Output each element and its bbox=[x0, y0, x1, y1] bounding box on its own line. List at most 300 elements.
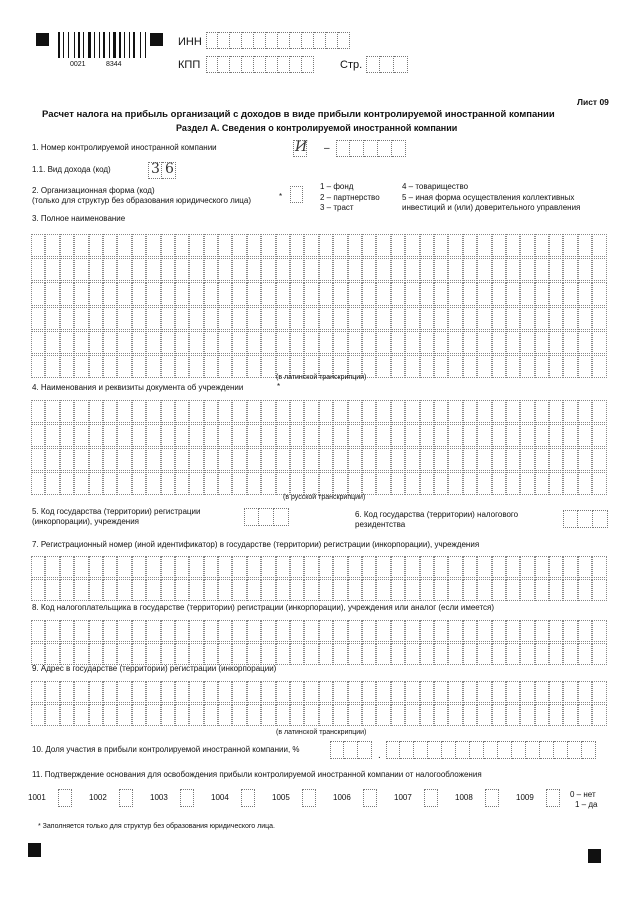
input-cell[interactable] bbox=[319, 234, 333, 257]
input-cell[interactable] bbox=[204, 258, 218, 281]
input-cell[interactable] bbox=[89, 579, 103, 601]
input-cell[interactable] bbox=[247, 258, 261, 281]
input-cell[interactable] bbox=[31, 331, 45, 354]
input-cell[interactable] bbox=[348, 282, 362, 305]
input-cell[interactable] bbox=[278, 32, 290, 49]
input-cell[interactable] bbox=[247, 282, 261, 305]
input-cell[interactable] bbox=[348, 234, 362, 257]
input-cell[interactable] bbox=[74, 331, 88, 354]
input-cell[interactable] bbox=[362, 643, 376, 665]
input-cell[interactable] bbox=[232, 681, 246, 703]
input-cell[interactable] bbox=[592, 448, 606, 471]
input-cell[interactable] bbox=[189, 355, 203, 378]
input-cell[interactable] bbox=[304, 234, 318, 257]
input-cell[interactable] bbox=[578, 579, 592, 601]
input-cell[interactable] bbox=[117, 424, 131, 447]
input-cell[interactable] bbox=[405, 258, 419, 281]
input-cell[interactable] bbox=[31, 556, 45, 578]
input-cell[interactable] bbox=[31, 400, 45, 423]
input-cell[interactable] bbox=[290, 307, 304, 330]
input-cell[interactable] bbox=[45, 258, 59, 281]
input-cell[interactable] bbox=[434, 472, 448, 495]
input-cell[interactable] bbox=[563, 424, 577, 447]
input-cell[interactable] bbox=[117, 234, 131, 257]
input-cell[interactable] bbox=[549, 355, 563, 378]
input-cell[interactable] bbox=[434, 704, 448, 726]
input-cell[interactable] bbox=[45, 400, 59, 423]
input-cell[interactable] bbox=[348, 704, 362, 726]
input-cell[interactable] bbox=[146, 424, 160, 447]
input-cell[interactable] bbox=[218, 424, 232, 447]
input-cell[interactable] bbox=[132, 556, 146, 578]
input-cell[interactable] bbox=[477, 400, 491, 423]
input-cell[interactable] bbox=[89, 556, 103, 578]
input-cell[interactable] bbox=[376, 355, 390, 378]
input-cell[interactable] bbox=[492, 307, 506, 330]
input-cell[interactable] bbox=[161, 400, 175, 423]
input-cell[interactable] bbox=[60, 282, 74, 305]
input-cell[interactable] bbox=[362, 448, 376, 471]
input-cell[interactable] bbox=[204, 282, 218, 305]
input-cell[interactable] bbox=[31, 424, 45, 447]
input-cell[interactable] bbox=[578, 234, 592, 257]
input-cell[interactable] bbox=[204, 472, 218, 495]
input-cell[interactable] bbox=[254, 32, 266, 49]
input-cell[interactable] bbox=[578, 472, 592, 495]
input-cell[interactable] bbox=[302, 32, 314, 49]
input-cell[interactable] bbox=[592, 282, 606, 305]
input-cell[interactable] bbox=[333, 556, 347, 578]
input-cell[interactable] bbox=[117, 400, 131, 423]
input-cell[interactable] bbox=[74, 643, 88, 665]
input-cell[interactable] bbox=[492, 448, 506, 471]
input-cell[interactable] bbox=[175, 258, 189, 281]
input-cell[interactable] bbox=[563, 510, 578, 528]
input-cell[interactable] bbox=[146, 234, 160, 257]
input-cell[interactable] bbox=[592, 556, 606, 578]
input-cell[interactable] bbox=[247, 355, 261, 378]
field-6-cells[interactable] bbox=[563, 510, 608, 528]
input-cell[interactable] bbox=[330, 741, 344, 759]
field-4-grid[interactable] bbox=[31, 400, 607, 495]
input-cell[interactable] bbox=[477, 307, 491, 330]
input-cell[interactable] bbox=[232, 258, 246, 281]
input-cell[interactable] bbox=[512, 741, 526, 759]
input-cell[interactable] bbox=[582, 741, 596, 759]
input-cell[interactable] bbox=[563, 643, 577, 665]
input-cell[interactable] bbox=[405, 400, 419, 423]
input-cell[interactable] bbox=[45, 355, 59, 378]
input-cell[interactable] bbox=[290, 556, 304, 578]
input-cell[interactable] bbox=[89, 307, 103, 330]
input-cell[interactable] bbox=[391, 472, 405, 495]
code-cell-1002[interactable] bbox=[119, 789, 133, 807]
input-cell[interactable] bbox=[348, 400, 362, 423]
input-cell[interactable] bbox=[506, 424, 520, 447]
input-cell[interactable] bbox=[463, 556, 477, 578]
input-cell[interactable] bbox=[254, 56, 266, 73]
input-cell[interactable] bbox=[117, 258, 131, 281]
input-cell[interactable] bbox=[74, 355, 88, 378]
input-cell[interactable] bbox=[391, 704, 405, 726]
input-cell[interactable] bbox=[463, 400, 477, 423]
input-cell[interactable] bbox=[60, 556, 74, 578]
input-cell[interactable] bbox=[348, 556, 362, 578]
input-cell[interactable] bbox=[74, 234, 88, 257]
input-cell[interactable] bbox=[376, 424, 390, 447]
input-cell[interactable] bbox=[592, 681, 606, 703]
input-cell[interactable] bbox=[132, 448, 146, 471]
input-cell[interactable] bbox=[549, 643, 563, 665]
input-cell[interactable] bbox=[492, 472, 506, 495]
input-cell[interactable] bbox=[161, 424, 175, 447]
input-cell[interactable] bbox=[89, 258, 103, 281]
input-cell[interactable] bbox=[477, 681, 491, 703]
input-cell[interactable] bbox=[45, 448, 59, 471]
input-cell[interactable] bbox=[520, 643, 534, 665]
input-cell[interactable] bbox=[333, 472, 347, 495]
input-cell[interactable] bbox=[492, 258, 506, 281]
input-cell[interactable] bbox=[161, 234, 175, 257]
input-cell[interactable] bbox=[103, 424, 117, 447]
input-cell[interactable] bbox=[376, 472, 390, 495]
input-cell[interactable] bbox=[391, 681, 405, 703]
code-cell-1001[interactable] bbox=[58, 789, 72, 807]
input-cell[interactable] bbox=[218, 448, 232, 471]
input-cell[interactable] bbox=[175, 282, 189, 305]
input-cell[interactable] bbox=[103, 307, 117, 330]
input-cell[interactable] bbox=[146, 620, 160, 642]
input-cell[interactable] bbox=[261, 258, 275, 281]
input-cell[interactable] bbox=[189, 472, 203, 495]
input-cell[interactable] bbox=[348, 258, 362, 281]
input-cell[interactable] bbox=[492, 355, 506, 378]
input-cell[interactable] bbox=[376, 620, 390, 642]
input-cell[interactable] bbox=[232, 355, 246, 378]
input-cell[interactable] bbox=[45, 307, 59, 330]
field-5-cells[interactable] bbox=[244, 508, 289, 526]
page-cells[interactable] bbox=[366, 56, 408, 73]
input-cell[interactable] bbox=[477, 620, 491, 642]
input-cell[interactable] bbox=[448, 307, 462, 330]
input-cell[interactable] bbox=[392, 140, 406, 157]
input-cell[interactable] bbox=[386, 741, 400, 759]
input-cell[interactable] bbox=[45, 331, 59, 354]
input-cell[interactable] bbox=[31, 355, 45, 378]
input-cell[interactable] bbox=[362, 556, 376, 578]
input-cell[interactable] bbox=[232, 424, 246, 447]
input-cell[interactable] bbox=[319, 704, 333, 726]
input-cell[interactable] bbox=[146, 472, 160, 495]
input-cell[interactable] bbox=[420, 579, 434, 601]
input-cell[interactable] bbox=[420, 448, 434, 471]
input-cell[interactable] bbox=[592, 620, 606, 642]
input-cell[interactable] bbox=[592, 331, 606, 354]
input-cell[interactable] bbox=[568, 741, 582, 759]
input-cell[interactable] bbox=[31, 643, 45, 665]
input-cell[interactable] bbox=[362, 400, 376, 423]
input-cell[interactable] bbox=[247, 643, 261, 665]
input-cell[interactable] bbox=[232, 556, 246, 578]
input-cell[interactable] bbox=[261, 355, 275, 378]
input-cell[interactable] bbox=[434, 400, 448, 423]
input-cell[interactable] bbox=[60, 234, 74, 257]
input-cell[interactable] bbox=[31, 234, 45, 257]
input-cell[interactable] bbox=[276, 307, 290, 330]
input-cell[interactable] bbox=[247, 234, 261, 257]
input-cell[interactable] bbox=[448, 556, 462, 578]
input-cell[interactable] bbox=[89, 643, 103, 665]
input-cell[interactable] bbox=[344, 741, 358, 759]
input-cell[interactable] bbox=[89, 620, 103, 642]
input-cell[interactable] bbox=[477, 258, 491, 281]
input-cell[interactable] bbox=[333, 704, 347, 726]
input-cell[interactable] bbox=[420, 331, 434, 354]
input-cell[interactable] bbox=[563, 579, 577, 601]
input-cell[interactable] bbox=[391, 579, 405, 601]
input-cell[interactable] bbox=[563, 331, 577, 354]
input-cell[interactable] bbox=[333, 258, 347, 281]
input-cell[interactable] bbox=[319, 472, 333, 495]
input-cell[interactable] bbox=[520, 448, 534, 471]
input-cell[interactable] bbox=[362, 472, 376, 495]
input-cell[interactable] bbox=[204, 643, 218, 665]
field-8-grid[interactable] bbox=[31, 620, 607, 665]
input-cell[interactable] bbox=[206, 32, 218, 49]
input-cell[interactable] bbox=[218, 643, 232, 665]
input-cell[interactable] bbox=[391, 620, 405, 642]
input-cell[interactable] bbox=[592, 424, 606, 447]
input-cell[interactable] bbox=[498, 741, 512, 759]
input-cell[interactable] bbox=[405, 620, 419, 642]
input-cell[interactable] bbox=[175, 331, 189, 354]
input-cell[interactable] bbox=[146, 400, 160, 423]
input-cell[interactable] bbox=[578, 355, 592, 378]
input-cell[interactable] bbox=[161, 579, 175, 601]
input-cell[interactable] bbox=[333, 234, 347, 257]
input-cell[interactable] bbox=[376, 704, 390, 726]
input-cell[interactable] bbox=[232, 400, 246, 423]
input-cell[interactable] bbox=[117, 556, 131, 578]
input-cell[interactable] bbox=[74, 579, 88, 601]
input-cell[interactable] bbox=[232, 620, 246, 642]
input-cell[interactable] bbox=[161, 704, 175, 726]
input-cell[interactable] bbox=[376, 556, 390, 578]
input-cell[interactable] bbox=[103, 448, 117, 471]
input-cell[interactable] bbox=[348, 307, 362, 330]
input-cell[interactable] bbox=[420, 704, 434, 726]
input-cell[interactable] bbox=[448, 355, 462, 378]
input-cell[interactable] bbox=[391, 448, 405, 471]
input-cell[interactable] bbox=[420, 400, 434, 423]
input-cell[interactable] bbox=[592, 400, 606, 423]
input-cell[interactable] bbox=[189, 307, 203, 330]
input-cell[interactable] bbox=[448, 472, 462, 495]
input-cell[interactable] bbox=[146, 643, 160, 665]
input-cell[interactable] bbox=[520, 704, 534, 726]
input-cell[interactable] bbox=[74, 307, 88, 330]
input-cell[interactable] bbox=[414, 741, 428, 759]
input-cell[interactable] bbox=[204, 355, 218, 378]
input-cell[interactable] bbox=[434, 556, 448, 578]
input-cell[interactable] bbox=[290, 56, 302, 73]
input-cell[interactable] bbox=[146, 448, 160, 471]
input-cell[interactable] bbox=[400, 741, 414, 759]
input-cell[interactable] bbox=[520, 620, 534, 642]
input-cell[interactable] bbox=[304, 258, 318, 281]
input-cell[interactable] bbox=[103, 704, 117, 726]
field-3-grid[interactable] bbox=[31, 234, 607, 378]
input-cell[interactable] bbox=[60, 704, 74, 726]
input-cell[interactable] bbox=[549, 331, 563, 354]
input-cell[interactable] bbox=[261, 424, 275, 447]
input-cell[interactable] bbox=[535, 258, 549, 281]
input-cell[interactable] bbox=[232, 448, 246, 471]
input-cell[interactable] bbox=[232, 234, 246, 257]
input-cell[interactable] bbox=[31, 579, 45, 601]
input-cell[interactable] bbox=[247, 331, 261, 354]
input-cell[interactable] bbox=[448, 400, 462, 423]
input-cell[interactable] bbox=[189, 331, 203, 354]
input-cell[interactable] bbox=[463, 234, 477, 257]
input-cell[interactable] bbox=[420, 355, 434, 378]
input-cell[interactable] bbox=[31, 620, 45, 642]
input-cell[interactable] bbox=[448, 643, 462, 665]
input-cell[interactable] bbox=[290, 400, 304, 423]
code-cell-1006[interactable] bbox=[363, 789, 377, 807]
input-cell[interactable] bbox=[290, 681, 304, 703]
input-cell[interactable] bbox=[391, 282, 405, 305]
input-cell[interactable] bbox=[103, 620, 117, 642]
input-cell[interactable] bbox=[526, 741, 540, 759]
input-cell[interactable] bbox=[405, 282, 419, 305]
input-cell[interactable] bbox=[520, 556, 534, 578]
input-cell[interactable] bbox=[420, 620, 434, 642]
input-cell[interactable] bbox=[592, 472, 606, 495]
input-cell[interactable] bbox=[290, 643, 304, 665]
input-cell[interactable] bbox=[463, 331, 477, 354]
input-cell[interactable] bbox=[175, 400, 189, 423]
input-cell[interactable] bbox=[189, 258, 203, 281]
input-cell[interactable] bbox=[549, 400, 563, 423]
input-cell[interactable] bbox=[290, 704, 304, 726]
input-cell[interactable] bbox=[535, 282, 549, 305]
input-cell[interactable] bbox=[593, 510, 608, 528]
input-cell[interactable] bbox=[276, 579, 290, 601]
input-cell[interactable] bbox=[492, 579, 506, 601]
input-cell[interactable] bbox=[535, 307, 549, 330]
input-cell[interactable] bbox=[276, 704, 290, 726]
input-cell[interactable] bbox=[448, 448, 462, 471]
input-cell[interactable] bbox=[549, 704, 563, 726]
input-cell[interactable] bbox=[189, 448, 203, 471]
input-cell[interactable] bbox=[592, 643, 606, 665]
input-cell[interactable] bbox=[391, 307, 405, 330]
input-cell[interactable] bbox=[563, 681, 577, 703]
input-cell[interactable] bbox=[45, 704, 59, 726]
input-cell[interactable] bbox=[348, 579, 362, 601]
input-cell[interactable] bbox=[319, 400, 333, 423]
input-cell[interactable] bbox=[520, 472, 534, 495]
input-cell[interactable] bbox=[261, 579, 275, 601]
input-cell[interactable] bbox=[333, 681, 347, 703]
input-cell[interactable] bbox=[259, 508, 274, 526]
input-cell[interactable] bbox=[535, 681, 549, 703]
input-cell[interactable] bbox=[506, 400, 520, 423]
input-cell[interactable] bbox=[420, 234, 434, 257]
input-cell[interactable] bbox=[535, 331, 549, 354]
input-cell[interactable] bbox=[45, 620, 59, 642]
input-cell[interactable] bbox=[563, 620, 577, 642]
input-cell[interactable] bbox=[276, 424, 290, 447]
input-cell[interactable] bbox=[304, 331, 318, 354]
input-cell[interactable] bbox=[506, 704, 520, 726]
input-cell[interactable] bbox=[89, 704, 103, 726]
input-cell[interactable] bbox=[45, 282, 59, 305]
input-cell[interactable] bbox=[117, 282, 131, 305]
input-cell[interactable] bbox=[477, 579, 491, 601]
input-cell[interactable] bbox=[45, 234, 59, 257]
input-cell[interactable] bbox=[506, 234, 520, 257]
input-cell[interactable] bbox=[506, 307, 520, 330]
input-cell[interactable] bbox=[319, 681, 333, 703]
input-cell[interactable] bbox=[405, 643, 419, 665]
input-cell[interactable] bbox=[492, 400, 506, 423]
input-cell[interactable] bbox=[218, 331, 232, 354]
field-7-grid[interactable] bbox=[31, 556, 607, 601]
input-cell[interactable] bbox=[376, 234, 390, 257]
input-cell[interactable] bbox=[506, 472, 520, 495]
input-cell[interactable] bbox=[74, 424, 88, 447]
input-cell[interactable] bbox=[261, 472, 275, 495]
input-cell[interactable] bbox=[535, 620, 549, 642]
input-cell[interactable] bbox=[204, 556, 218, 578]
input-cell[interactable] bbox=[161, 258, 175, 281]
input-cell[interactable] bbox=[448, 331, 462, 354]
input-cell[interactable] bbox=[146, 681, 160, 703]
input-cell[interactable] bbox=[506, 355, 520, 378]
input-cell[interactable] bbox=[304, 400, 318, 423]
input-cell[interactable] bbox=[218, 579, 232, 601]
input-cell[interactable] bbox=[549, 307, 563, 330]
input-cell[interactable] bbox=[274, 508, 289, 526]
input-cell[interactable] bbox=[261, 448, 275, 471]
input-cell[interactable] bbox=[364, 140, 378, 157]
input-cell[interactable] bbox=[60, 307, 74, 330]
input-cell[interactable] bbox=[448, 620, 462, 642]
input-cell[interactable] bbox=[276, 258, 290, 281]
input-cell[interactable] bbox=[405, 681, 419, 703]
code-cell-1003[interactable] bbox=[180, 789, 194, 807]
input-cell[interactable] bbox=[535, 579, 549, 601]
input-cell[interactable] bbox=[405, 355, 419, 378]
input-cell[interactable] bbox=[477, 472, 491, 495]
input-cell[interactable] bbox=[89, 448, 103, 471]
input-cell[interactable] bbox=[348, 620, 362, 642]
input-cell[interactable] bbox=[161, 620, 175, 642]
input-cell[interactable] bbox=[304, 643, 318, 665]
input-cell[interactable] bbox=[578, 258, 592, 281]
input-cell[interactable] bbox=[448, 282, 462, 305]
field-10-fraction-cells[interactable] bbox=[386, 741, 596, 759]
input-cell[interactable] bbox=[232, 579, 246, 601]
input-cell[interactable] bbox=[549, 424, 563, 447]
input-cell[interactable] bbox=[117, 472, 131, 495]
input-cell[interactable] bbox=[506, 620, 520, 642]
input-cell[interactable] bbox=[506, 258, 520, 281]
input-cell[interactable] bbox=[362, 704, 376, 726]
input-cell[interactable] bbox=[276, 234, 290, 257]
